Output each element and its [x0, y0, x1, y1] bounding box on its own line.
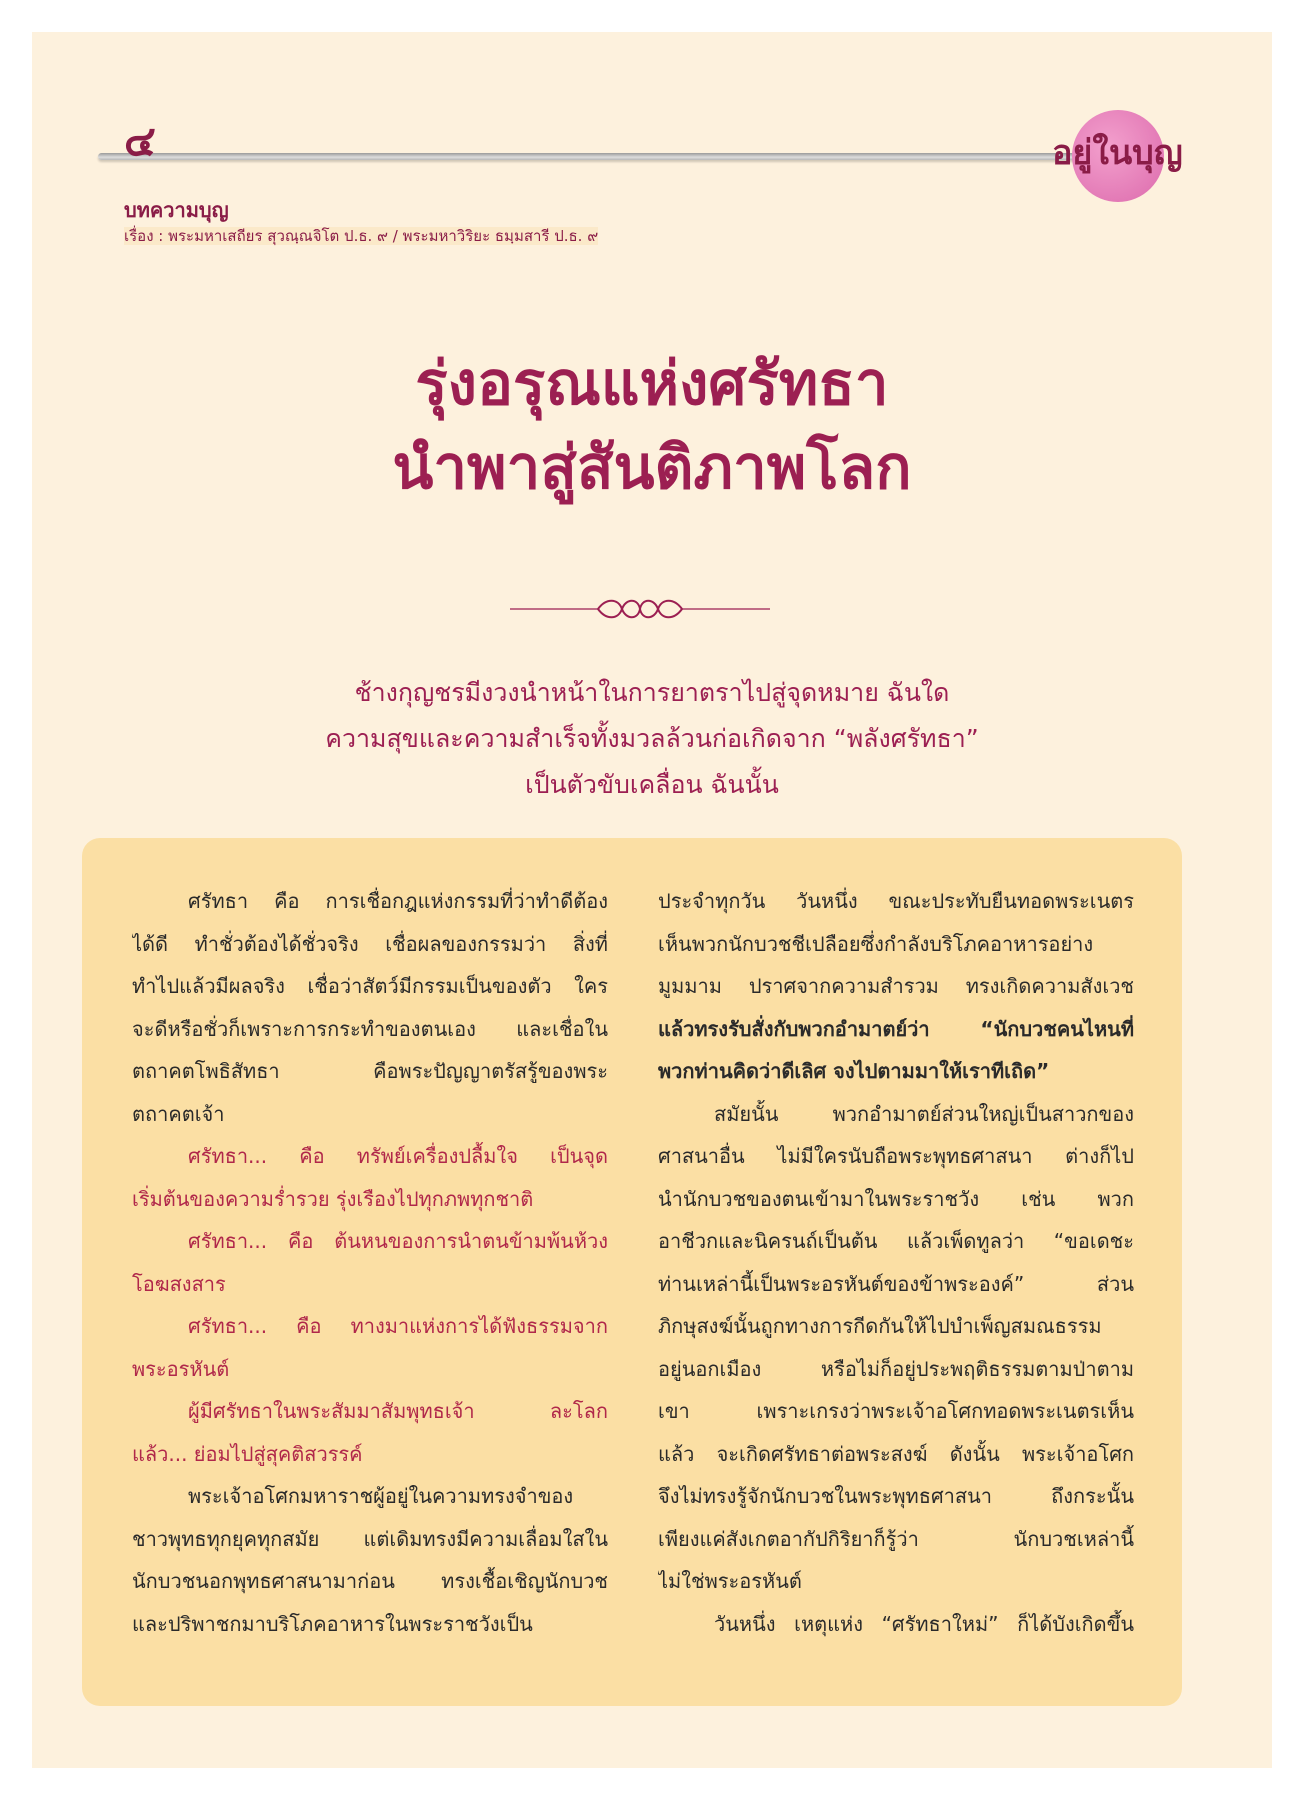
- header-rule: [98, 153, 1098, 160]
- text-line: ประจำทุกวัน วันหนึ่ง ขณะประทับยืนทอดพระเนตร: [658, 889, 1134, 913]
- highlight-line: ศรัทธา... คือ ทางมาแห่งการได้ฟังธรรมจาก: [188, 1314, 608, 1338]
- magazine-page: [32, 32, 1272, 1768]
- text-line: พระเจ้าอโศกมหาราชผู้อยู่ในความทรงจำของ: [188, 1484, 574, 1508]
- text-line: อยู่นอกเมือง หรือไม่ก็อยู่ประพฤติธรรมตามป่าตาม: [658, 1356, 1134, 1381]
- text-line: ตถาคตโพธิสัทธา คือพระปัญญาตรัสรู้ของพระ: [132, 1059, 608, 1083]
- text-line: ชาวพุทธทุกยุคทุกสมัย แต่เดิมทรงมีความเลื่อมใสใน: [132, 1526, 608, 1551]
- text-line: ตถาคตเจ้า: [132, 1101, 225, 1126]
- text-line: ท่านเหล่านี้เป็นพระอรหันต์ของข้าพระองค์” ส่วน: [658, 1271, 1134, 1296]
- text-line: และปริพาชกมาบริโภคอาหารในพระราชวังเป็น: [132, 1611, 533, 1636]
- body-column-left: [132, 880, 608, 1645]
- quote-line: พวกท่านคิดว่าดีเลิศ จงไปตามมาให้เราทีเถิด”: [658, 1059, 1050, 1083]
- text-line: เพียงแค่สังเกตอากัปกิริยาก็รู้ว่า นักบวชเหล่านี้: [658, 1526, 1134, 1551]
- intro-line-2: ความสุขและความสำเร็จทั้งมวลล้วนก่อเกิดจาก “พลังศรัทธา”: [325, 724, 979, 753]
- intro-quote: [32, 670, 1272, 808]
- text-line: ศรัทธา คือ การเชื่อกฎแห่งกรรมที่ว่าทำดีต้อง: [188, 889, 608, 913]
- section-label: บทความบุญ: [124, 198, 229, 222]
- intro-line-1: ช้างกุญชรมีงวงนำหน้าในการยาตราไปสู่จุดหมาย ฉันใด: [354, 678, 950, 707]
- text-line: ทำไปแล้วมีผลจริง เชื่อว่าสัตว์มีกรรมเป็นของตัว ใคร: [132, 974, 608, 998]
- text-line: ได้ดี ทำชั่วต้องได้ชั่วจริง เชื่อผลของกรรมว่า สิ่งที่: [132, 931, 608, 956]
- highlight-line: เริ่มต้นของความร่ำรวย รุ่งเรืองไปทุกภพทุกชาติ: [132, 1186, 534, 1211]
- highlight-line: พระอรหันต์: [132, 1356, 230, 1381]
- body-column-right: [658, 880, 1134, 1645]
- highlight-line: ผู้มีศรัทธาในพระสัมมาสัมพุทธเจ้า ละโลก: [188, 1399, 608, 1423]
- highlight-line: ศรัทธา... คือ ต้นหนของการนำตนข้ามพ้นห้วง: [188, 1229, 608, 1253]
- text-line: จะดีหรือชั่วก็เพราะการกระทำของตนเอง และเชื่อใน: [132, 1016, 608, 1041]
- text-line: มูมมาม ปราศจากความสำรวม ทรงเกิดความสังเวช: [658, 974, 1134, 998]
- text-line: นักบวชนอกพุทธศาสนามาก่อน ทรงเชื้อเชิญนักบวช: [132, 1569, 608, 1593]
- text-line: จึงไม่ทรงรู้จักนักบวชในพระพุทธศาสนา ถึงกระนั้น: [658, 1484, 1134, 1508]
- text-line: สมัยนั้น พวกอำมาตย์ส่วนใหญ่เป็นสาวกของ: [714, 1101, 1134, 1126]
- highlight-line: ศรัทธา... คือ ทรัพย์เครื่องปลื้มใจ เป็นจุด: [188, 1144, 608, 1168]
- text-line: ไม่ใช่พระอรหันต์: [658, 1569, 802, 1593]
- highlight-line: แล้ว... ย่อมไปสู่สุคติสวรรค์: [132, 1441, 363, 1466]
- title-line-1: รุ่งอรุณแห่งศรัทธา: [415, 349, 889, 419]
- title-line-2: นำพาสู่สันติภาพโลก: [392, 433, 912, 503]
- text-line: ภิกษุสงฆ์นั้นถูกทางการกีดกันให้ไปบำเพ็ญสมณธรรม: [658, 1314, 1102, 1338]
- text-line: ศาสนาอื่น ไม่มีใครนับถือพระพุทธศาสนา ต่างก็ไป: [658, 1144, 1134, 1168]
- magazine-logo: อยู่ในบุญ: [1052, 133, 1183, 173]
- text-line: แล้ว จะเกิดศรัทธาต่อพระสงฆ์ ดังนั้น พระเจ้าอโศก: [658, 1441, 1134, 1466]
- text-line: เห็นพวกนักบวชชีเปลือยซึ่งกำลังบริโภคอาหารอย่าง: [658, 931, 1094, 956]
- flourish-ornament: [510, 594, 770, 624]
- text-line: เขา เพราะเกรงว่าพระเจ้าอโศกทอดพระเนตรเห็น: [658, 1399, 1134, 1423]
- highlight-line: โอฆสงสาร: [132, 1271, 226, 1296]
- byline-text: เรื่อง : พระมหาเสถียร สุวณฺณจิโต ป.ธ. ๙ / พระมหาวิริยะ ธมฺมสารี ป.ธ. ๙: [124, 227, 599, 245]
- quote-line: แล้วทรงรับสั่งกับพวกอำมาตย์ว่า “นักบวชคนไหนที่: [658, 1016, 1134, 1041]
- text-line: อาชีวกและนิครนถ์เป็นต้น แล้วเพ็ดทูลว่า “ขอเดชะ: [658, 1229, 1134, 1253]
- article-body-box: [82, 838, 1182, 1706]
- text-line: นำนักบวชของตนเข้ามาในพระราชวัง เช่น พวก: [658, 1186, 1134, 1211]
- byline: [124, 224, 598, 248]
- article-title: [32, 342, 1272, 510]
- text-line: วันหนึ่ง เหตุแห่ง “ศรัทธาใหม่” ก็ได้บังเกิดขึ้น: [714, 1611, 1134, 1636]
- page-number: ๔: [124, 116, 156, 165]
- intro-line-3: เป็นตัวขับเคลื่อน ฉันนั้น: [525, 770, 779, 799]
